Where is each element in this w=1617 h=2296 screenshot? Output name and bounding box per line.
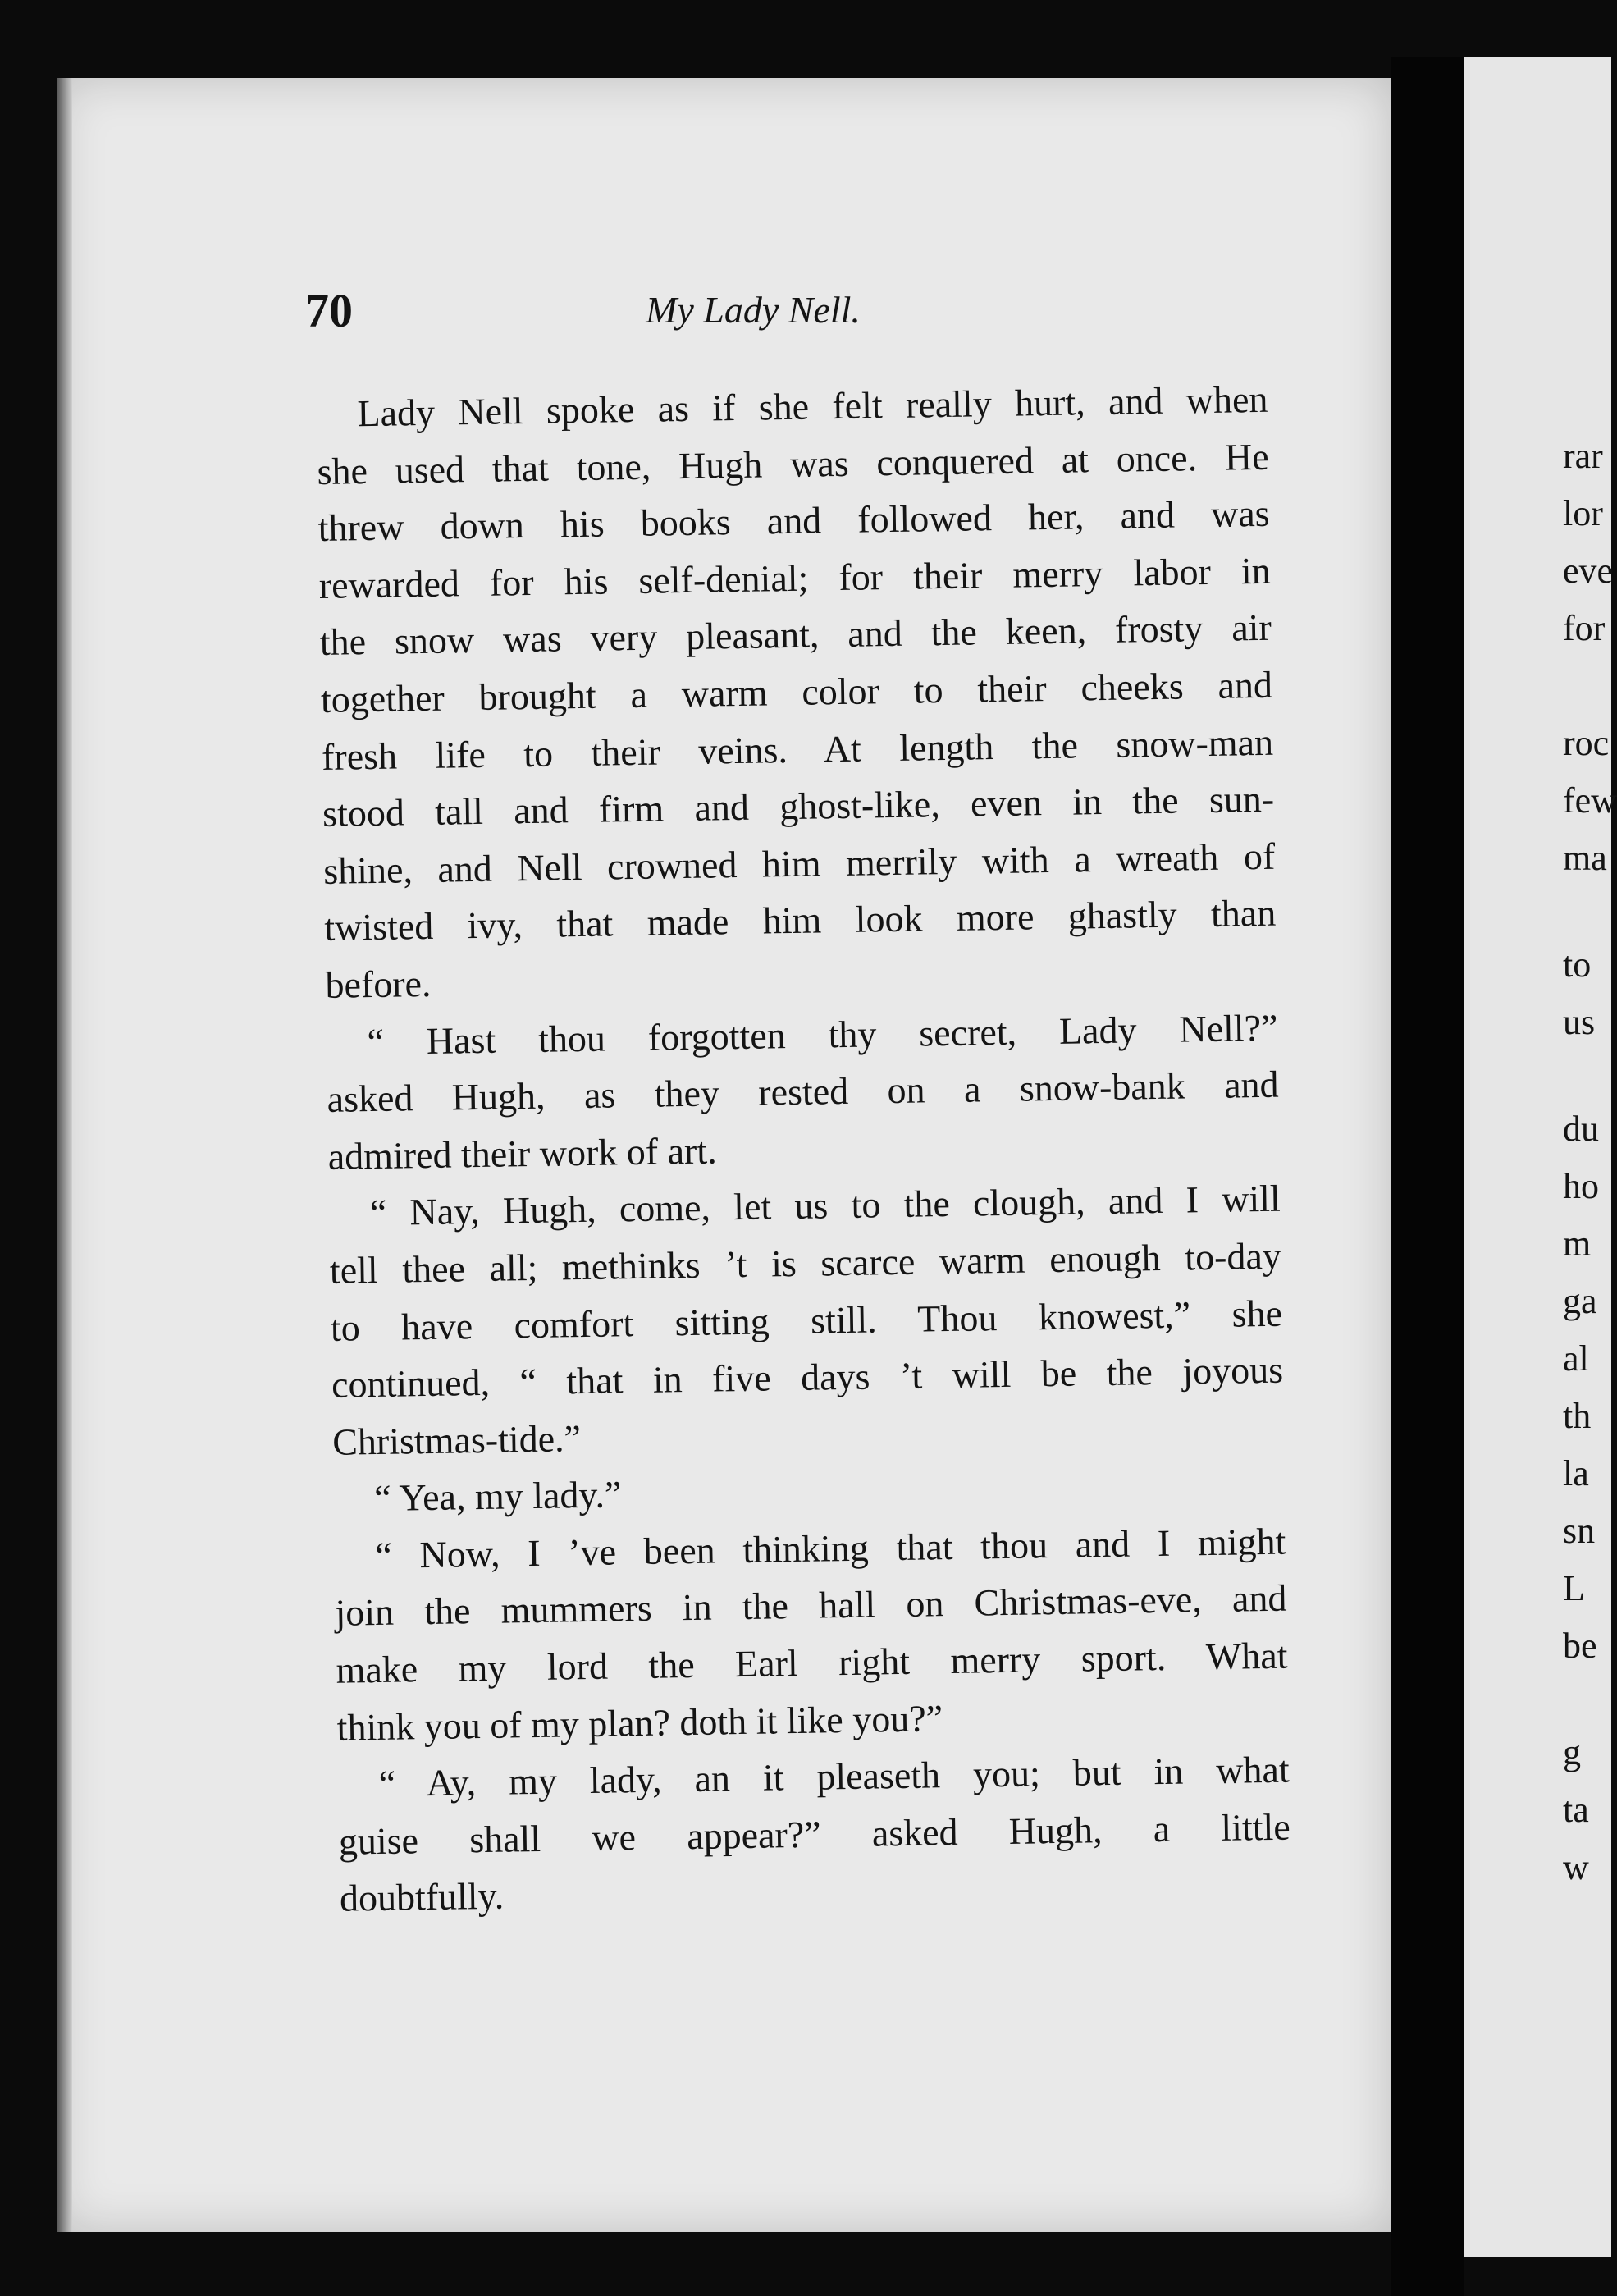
text-line: together brought a warm color to their cheeks and (320, 663, 1273, 720)
page-number: 70 (305, 284, 353, 337)
facing-text-fragment: th (1563, 1396, 1592, 1436)
facing-text-fragment: ga (1563, 1281, 1597, 1321)
facing-text-fragment: rar (1563, 436, 1603, 476)
facing-text-fragment: few (1563, 780, 1617, 821)
running-head (305, 283, 912, 349)
text-line: threw down his books and followed her, and was (317, 492, 1270, 550)
text-line: “ Hast thou forgotten thy secret, Lady Nell?” (367, 1006, 1278, 1063)
text-line: asked Hugh, as they rested on a snow-bank and (327, 1063, 1279, 1121)
facing-text-fragment: la (1563, 1453, 1589, 1493)
text-line: Lady Nell spoke as if she felt really hurt, and when (357, 377, 1268, 435)
facing-text-fragment: roc (1563, 723, 1610, 763)
text-line: admired their work of art. (327, 1129, 717, 1178)
facing-text-fragment: L (1563, 1568, 1585, 1608)
facing-text-fragment: du (1563, 1109, 1599, 1149)
text-line: the snow was very pleasant, and the keen, frosty air (319, 606, 1272, 664)
facing-text-fragment: m (1563, 1223, 1592, 1264)
facing-text-fragment: to (1563, 944, 1592, 985)
facing-text-fragment: eve (1563, 551, 1614, 591)
facing-text-fragment: g (1563, 1732, 1581, 1772)
text-line: guise shall we appear?” asked Hugh, a little (338, 1805, 1291, 1863)
facing-text-fragment: ta (1563, 1790, 1589, 1830)
facing-page (1464, 57, 1614, 2257)
text-line: “ Now, I ’ve been thinking that thou and I might (374, 1520, 1286, 1576)
text-line: to have comfort sitting still. Thou knowest,” she (330, 1292, 1283, 1349)
text-line: Christmas-tide.” (331, 1416, 582, 1463)
facing-text-fragment: sn (1563, 1511, 1596, 1551)
facing-text-fragment: ho (1563, 1166, 1599, 1206)
facing-text-fragment: lor (1563, 493, 1603, 533)
facing-text-fragment: ma (1563, 838, 1607, 878)
facing-text-fragment: al (1563, 1338, 1589, 1379)
text-line: fresh life to their veins. At length the snow-man (321, 720, 1274, 778)
text-line: twisted ivy, that made him look more ghastly than (323, 892, 1277, 949)
facing-text-fragment: be (1563, 1626, 1597, 1666)
text-line: “ Yea, my lady.” (373, 1473, 622, 1520)
text-line: doubtfully. (339, 1875, 505, 1920)
facing-text-fragment: us (1563, 1002, 1596, 1042)
text-line: “ Ay, my lady, an it pleaseth you; but in what (378, 1748, 1290, 1805)
text-line: “ Nay, Hugh, come, let us to the clough, and I will (369, 1177, 1281, 1234)
text-line: before. (325, 962, 432, 1006)
facing-text-fragment: w (1563, 1847, 1589, 1887)
running-title: My Lady Nell. (646, 289, 861, 331)
text-line: tell thee all; methinks ’t is scarce warm enough to-day (329, 1234, 1282, 1292)
text-line: join the mummers in the hall on Christmas-eve, and (335, 1577, 1287, 1635)
text-line: she used that tone, Hugh was conquered at once. He (317, 435, 1269, 492)
page-edge (57, 78, 72, 2232)
body-text (316, 371, 1291, 1928)
text-line: rewarded for his self-denial; for their merry labor in (318, 549, 1272, 606)
text-line: make my lord the Earl right merry sport. What (336, 1634, 1288, 1691)
text-line: shine, and Nell crowned him merrily with a wreath of (322, 835, 1276, 892)
text-line: continued, “ that in five days ’t will be the joyous (331, 1348, 1284, 1406)
text-line: stood tall and firm and ghost-like, even in the sun- (322, 777, 1275, 835)
facing-text-fragment: for (1563, 608, 1606, 648)
text-line: think you of my plan? doth it like you?” (336, 1696, 943, 1749)
book-gutter (1391, 57, 1464, 2296)
